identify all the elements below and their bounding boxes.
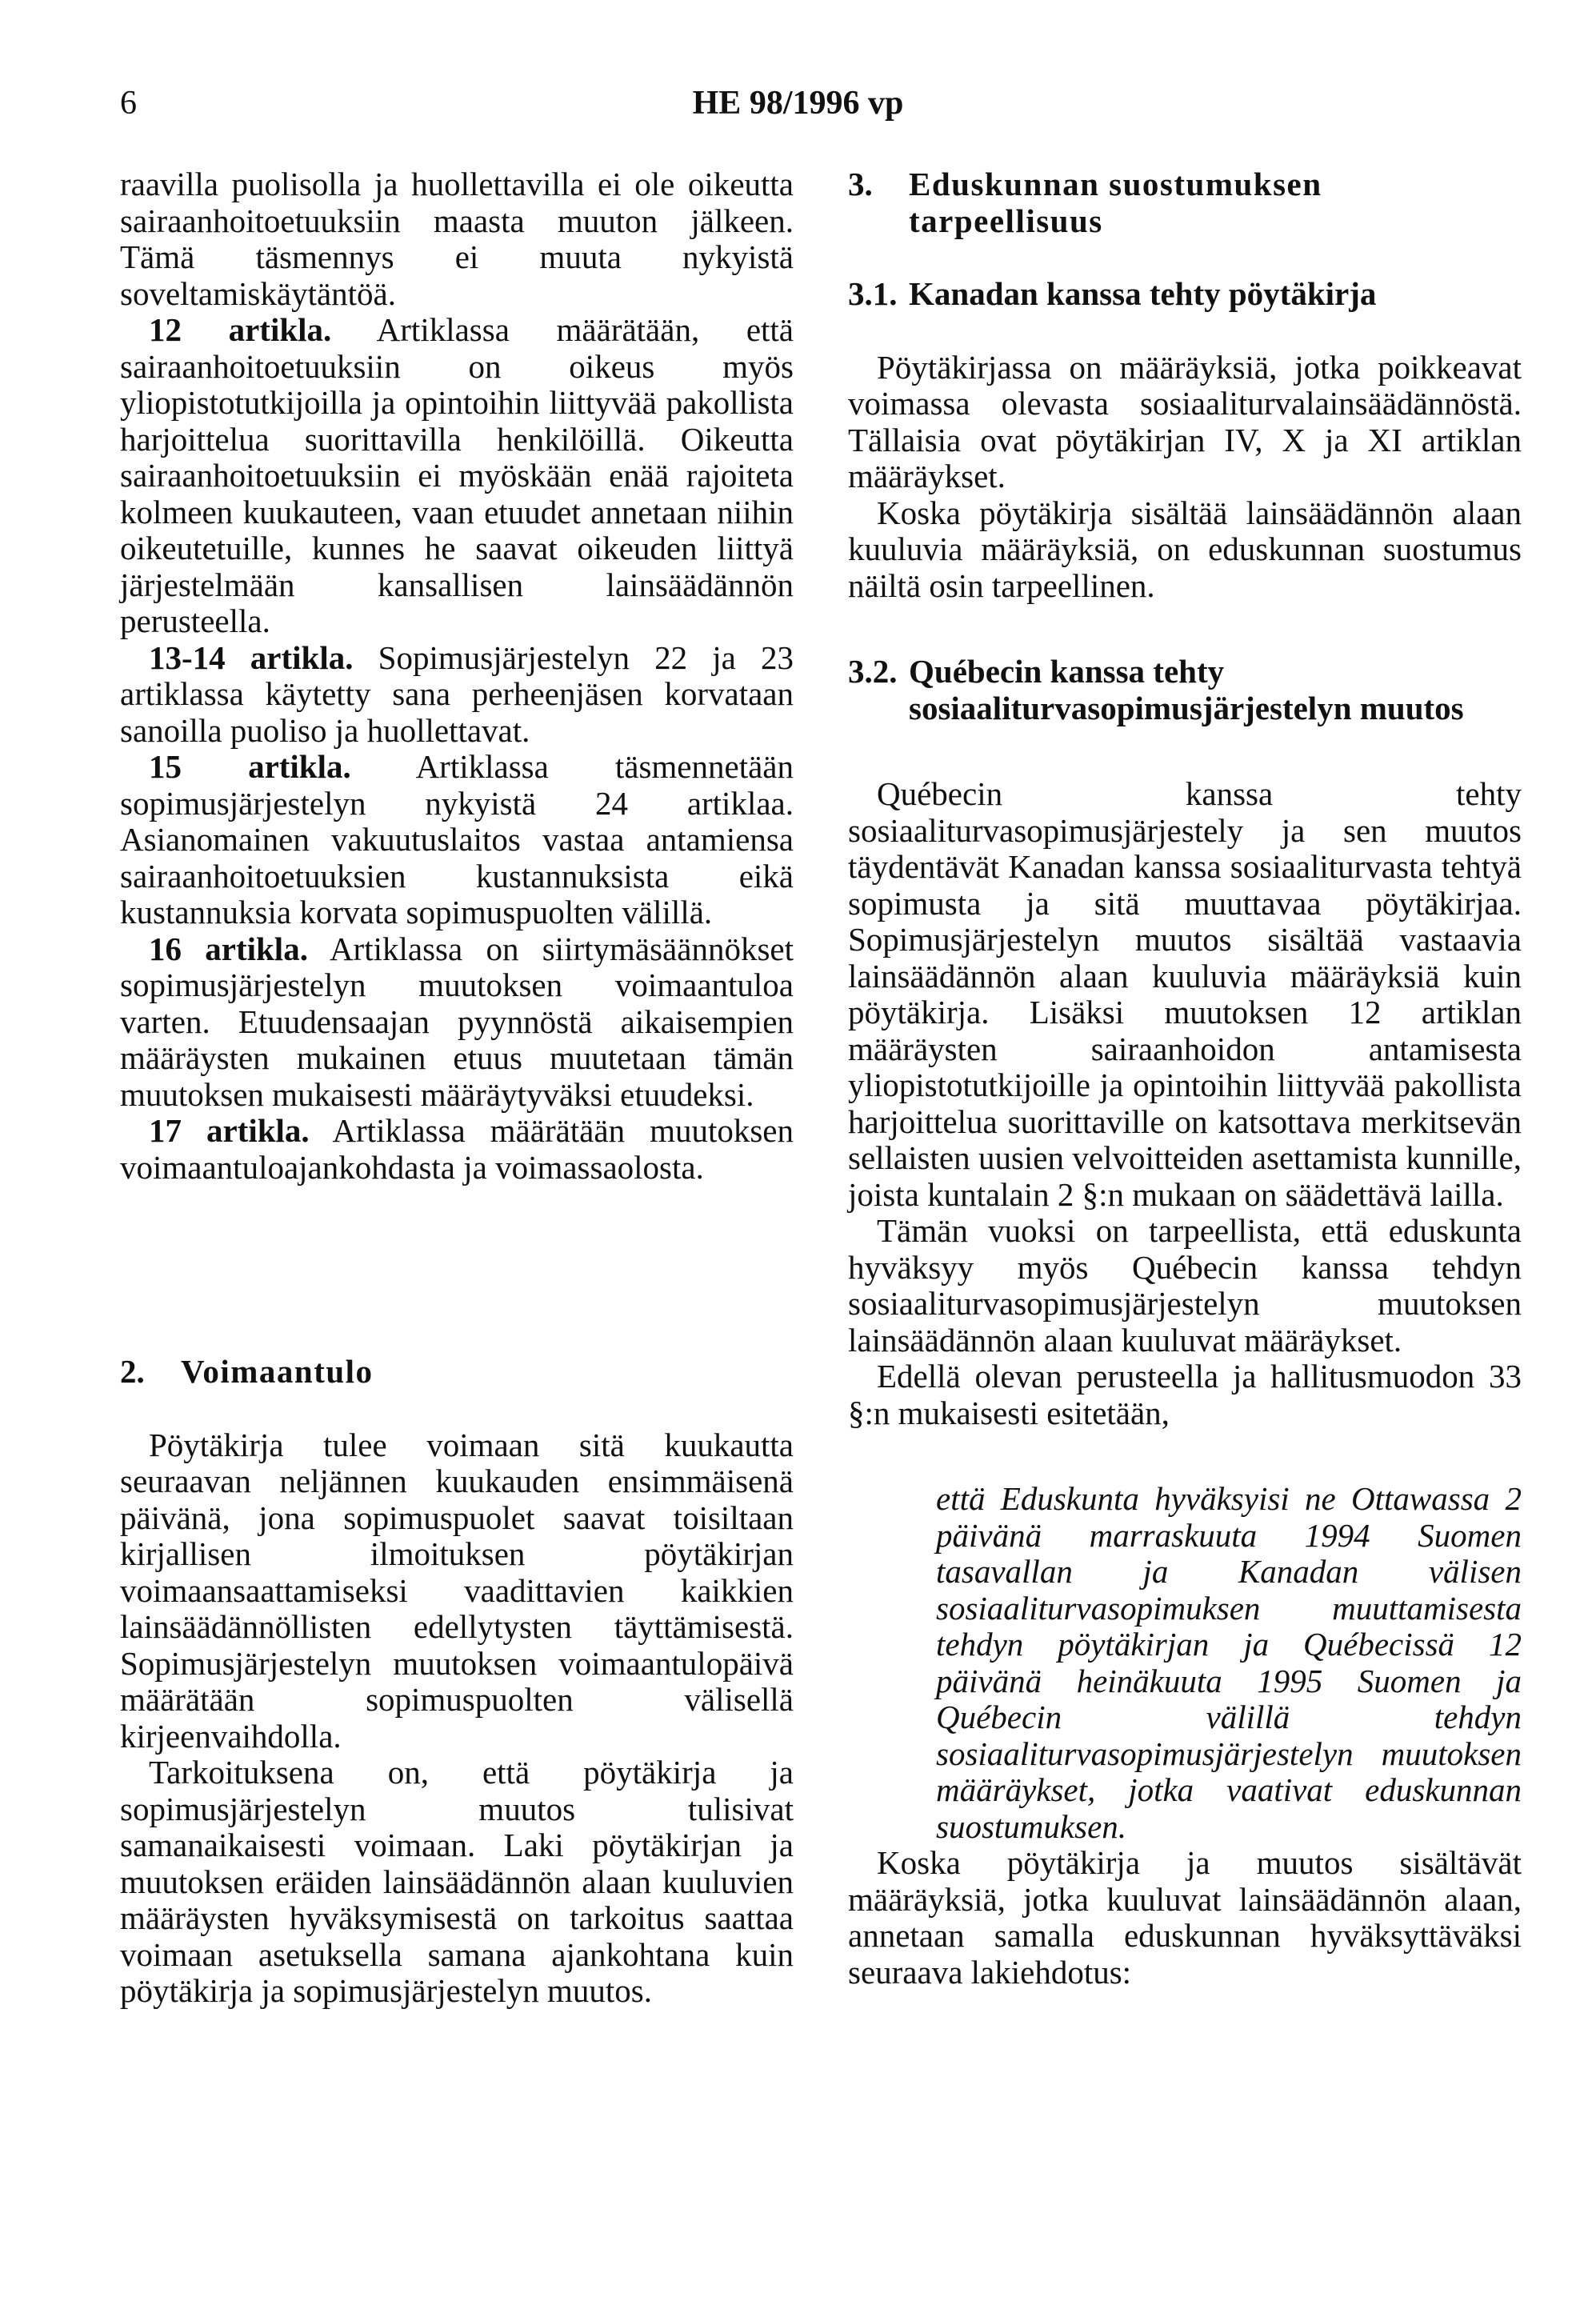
section-3-2-paragraph-3: Edellä olevan perusteella ja hallitusmuodon 33 §:n mukaisesti esitetään, — [848, 1358, 1522, 1431]
article-16-text: Artiklassa on siirtymäsäännökset sopimusjärjestelyn muutoksen voimaantuloa varten. Etuudensaajan pyynnöstä aikaisempien määräysten mukainen etuus muutetaan tämän muutoksen mukaisesti määräytyväksi etuudeksi. — [120, 930, 794, 1113]
article-12-paragraph — [120, 312, 794, 640]
section-3-1-paragraph-1: Pöytäkirjassa on määräyksiä, jotka poikkeavat voimassa olevasta sosiaaliturvalainsäädännöstä. Tällaisia ovat pöytäkirjan IV, X ja XI artiklan määräykset. — [848, 348, 1522, 494]
article-12-label: 12 artikla. — [149, 311, 332, 348]
section-3-2-heading — [848, 654, 1522, 726]
section-3-1-heading — [848, 276, 1522, 313]
left-column — [120, 166, 794, 2010]
section-3-number: 3. — [848, 166, 873, 202]
proposal-quote: että Eduskunta hyväksyisi ne Ottawassa 2 päivänä marraskuuta 1994 Suomen tasavallan ja Kanadan välisen sosiaaliturvasopimuksen muuttamisesta tehdyn pöytäkirjan ja Québecissä 12 päivänä heinäkuuta 1995 Suomen ja Québecin välillä tehdyn sosiaaliturvasopimusjärjestelyn muutoksen määräykset, jotka vaativat eduskunnan suostumuksen. — [936, 1480, 1522, 1845]
section-3-1-paragraph-2: Koska pöytäkirja sisältää lainsäädännön alaan kuuluvia määräyksiä, on eduskunnan suostumus näiltä osin tarpeellinen. — [848, 494, 1522, 604]
section-2-number: 2. — [120, 1353, 145, 1390]
article-17-label: 17 artikla. — [149, 1112, 310, 1149]
article-16-paragraph — [120, 931, 794, 1114]
section-3-1-title: Kanadan kanssa tehty pöytäkirja — [909, 275, 1377, 312]
article-15-text: Artiklassa täsmennetään sopimusjärjestelyn nykyistä 24 artiklaa. Asianomainen vakuutuslaitos vastaa antamiensa sairaanhoitoetuuksien kustannuksista eikä kustannuksia korvata sopimuspuolten välillä. — [120, 748, 794, 930]
section-3-title: Eduskunnan suostumuksen tarpeellisuus — [909, 166, 1322, 239]
article-17-text: Artiklassa määrätään muutoksen voimaantuloajankohdasta ja voimassaolosta. — [120, 1112, 794, 1186]
section-2-title: Voimaantulo — [181, 1353, 374, 1390]
section-3-2-title: Québecin kanssa tehty sosiaaliturvasopimusjärjestelyn muutos — [909, 653, 1464, 726]
article-15-label: 15 artikla. — [149, 748, 351, 785]
article-13-14-label: 13-14 artikla. — [149, 638, 354, 676]
article-16-label: 16 artikla. — [149, 930, 308, 967]
section-2-paragraph-1: Pöytäkirja tulee voimaan sitä kuukautta seuraavan neljännen kuukauden ensimmäisenä päivänä, jona sopimuspuolet saavat toisiltaan kirjallisen ilmoituksen pöytäkirjan voimaansaattamiseksi vaadittavien kaikkien lainsäädännöllisten edellytysten täyttämisestä. Sopimusjärjestelyn muutoksen voimaantulopäivä määrätään sopimuspuolten välisellä kirjeenvaihdolla. — [120, 1426, 794, 1755]
page-number: 6 — [120, 85, 137, 122]
right-column — [848, 166, 1522, 1991]
section-3-2-paragraph-1: Québecin kanssa tehty sosiaaliturvasopimusjärjestely ja sen muutos täydentävät Kanadan kanssa sosiaaliturvasta tehtyä sopimusta ja sitä muuttavaa pöytäkirjaa. Sopimusjärjestelyn muutos sisältää vastaavia lainsäädännön alaan kuuluvia määräyksiä kuin pöytäkirja. Lisäksi muutoksen 12 artiklan määräysten sairaanhoidon antamisesta yliopistotutkijoille ja opintoihin liittyvää pakollista harjoittelua suorittaville on katsottava merkitsevän sellaisten uusien velvoitteiden asettamista kunnille, joista kuntalain 2 §:n mukaan on säädettävä lailla. — [848, 775, 1522, 1213]
section-3-heading — [848, 166, 1522, 239]
section-2-paragraph-2: Tarkoituksena on, että pöytäkirja ja sopimusjärjestelyn muutos tulisivat samanaikaisesti voimaan. Laki pöytäkirjan ja muutoksen eräiden lainsäädännön alaan kuuluvien määräysten hyväksymisestä on tarkoitus saattaa voimaan asetuksella samana ajankohtana kuin pöytäkirja ja sopimusjärjestelyn muutos. — [120, 1754, 794, 2009]
section-3-2-paragraph-4: Koska pöytäkirja ja muutos sisältävät määräyksiä, jotka kuuluvat lainsäädännön alaan, annetaan samalla eduskunnan hyväksyttäväksi seuraava lakiehdotus: — [848, 1844, 1522, 1991]
article-15-paragraph — [120, 749, 794, 931]
article-13-14-paragraph — [120, 640, 794, 750]
paragraph-continuation: raavilla puolisolla ja huollettavilla ei ole oikeutta sairaanhoitoetuuksiin maasta muuton jälkeen. Tämä täsmennys ei muuta nykyistä soveltamiskäytäntöä. — [120, 166, 794, 312]
section-3-1-number: 3.1. — [848, 275, 898, 312]
section-3-2-paragraph-2: Tämän vuoksi on tarpeellista, että eduskunta hyväksyy myös Québecin kanssa tehdyn sosiaaliturvasopimusjärjestelyn muutoksen lainsäädännön alaan kuuluvat määräykset. — [848, 1212, 1522, 1359]
document-id: HE 98/1996 vp — [692, 85, 904, 122]
section-2-heading — [120, 1354, 794, 1391]
article-13-14-text: Sopimusjärjestelyn 22 ja 23 artiklassa käytetty sana perheenjäsen korvataan sanoilla puoliso ja huollettavat. — [120, 638, 794, 749]
article-17-paragraph — [120, 1113, 794, 1186]
section-3-2-number: 3.2. — [848, 653, 898, 690]
article-12-text: Artiklassa määrätään, että sairaanhoitoetuuksiin on oikeus myös yliopistotutkijoilla ja opintoihin liittyvää pakollista harjoittelua suorittavilla henkilöillä. Oikeutta sairaanhoitoetuuksiin ei myöskään enää rajoiteta kolmeen kuukauteen, vaan etuudet annetaan niihin oikeutetuille, kunnes he saavat oikeuden liittyä järjestelmään kansallisen lainsäädännön perusteella. — [120, 311, 794, 639]
